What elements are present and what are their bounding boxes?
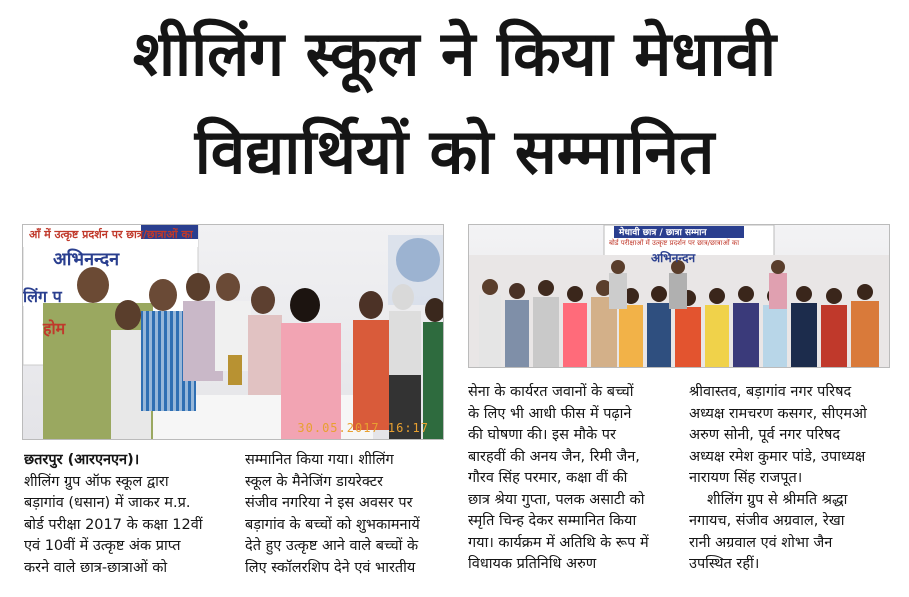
text-line: की घोषणा की। इस मौके पर — [468, 427, 616, 443]
article-column-1 — [24, 450, 220, 579]
text-line: अध्यक्ष रामचरण कसगर, सीएमओ — [689, 405, 867, 422]
text-line: बड़ागांव (धसान) में जाकर म.प्र. — [24, 495, 191, 511]
text-line: बड़ागांव के बच्चों को शुभकामनायें — [245, 516, 420, 533]
text-line: गया। कार्यक्रम में अतिथि के रूप में — [468, 534, 649, 551]
headline-line-1: शीलिंग स्कूल ने किया मेधावी — [132, 17, 777, 90]
photo-timestamp: 30.05.2017 16:17 — [297, 421, 429, 435]
text-line: बोर्ड परीक्षा 2017 के कक्षा 12वीं — [24, 516, 203, 533]
text-line: अरुण सोनी, पूर्व नगर परिषद — [689, 427, 841, 443]
text-line: अध्यक्ष रमेश कुमार पांडे, उपाध्यक्ष — [689, 448, 866, 465]
article-column-3 — [468, 382, 664, 576]
banner-fragment: होम — [43, 319, 66, 338]
banner-main-label: अभिनन्दन — [651, 251, 696, 265]
article-column-4 — [689, 382, 887, 576]
text-line: श्रीवास्तव, बड़ागांव नगर परिषद — [689, 384, 852, 400]
banner-sub-label: बोर्ड परीक्षाओं में उत्कृष्ट प्रदर्शन पर छात्र/छात्राओं का — [609, 239, 740, 247]
text-line: संजीव नगरिया ने इस अवसर पर — [245, 495, 413, 511]
banner-top-label: मेधावी छात्र / छात्रा सम्मान — [619, 228, 707, 238]
award-ceremony-photo — [22, 224, 444, 440]
text-line: विधायक प्रतिनिधि अरुण — [468, 556, 597, 572]
text-line: स्मृति चिन्ह देकर सम्मानित किया — [468, 513, 637, 529]
text-line: सम्मानित किया गया। शीलिंग — [245, 452, 394, 468]
text-line: एवं 10वीं में उत्कृष्ट अंक प्राप्त — [24, 538, 181, 554]
text-line: लिए स्कॉलरशिप देने एवं भारतीय — [245, 559, 416, 576]
text-line: बारहवीं की अनय जैन, रिमी जैन, — [468, 448, 640, 465]
banner-title: अभिनन्दन — [53, 249, 120, 270]
text-line: रानी अग्रवाल एवं शोभा जैन — [689, 534, 833, 551]
group-photo — [468, 224, 890, 368]
text-line: शीलिंग ग्रुप ऑफ स्कूल द्वारा — [24, 473, 169, 490]
text-line: गौरव सिंह परमार, कक्षा वीं की — [468, 470, 628, 486]
dateline: छतरपुर (आरएनएन)। — [24, 452, 140, 468]
article-column-2 — [245, 450, 443, 579]
banner-subtitle: आँ में उत्कृष्ट प्रदर्शन पर छात्र/छात्राओं का — [29, 228, 193, 241]
text-line: नारायण सिंह राजपूत। — [689, 470, 803, 486]
text-line: छात्र श्रेया गुप्ता, पलक असाटी को — [468, 491, 645, 508]
text-line: देते हुए उत्कृष्ट आने वाले बच्चों के — [245, 538, 419, 554]
text-line: स्कूल के मैनेजिंग डायरेक्टर — [245, 473, 383, 490]
text-line: के लिए भी आधी फीस में पढ़ाने — [468, 405, 632, 422]
text-line: करने वाले छात्र-छात्राओं को — [24, 559, 168, 576]
headline-line-2: विद्यार्थियों को सम्मानित — [194, 115, 715, 188]
text-line: सेना के कार्यरत जवानों के बच्चों — [468, 384, 634, 400]
banner-school-name: लिंग प — [23, 287, 62, 306]
text-line: शीलिंग ग्रुप से श्रीमति श्रद्धा — [707, 491, 848, 508]
text-line: नगायच, संजीव अग्रवाल, रेखा — [689, 513, 845, 529]
text-line: उपस्थित रहीं। — [689, 556, 760, 572]
